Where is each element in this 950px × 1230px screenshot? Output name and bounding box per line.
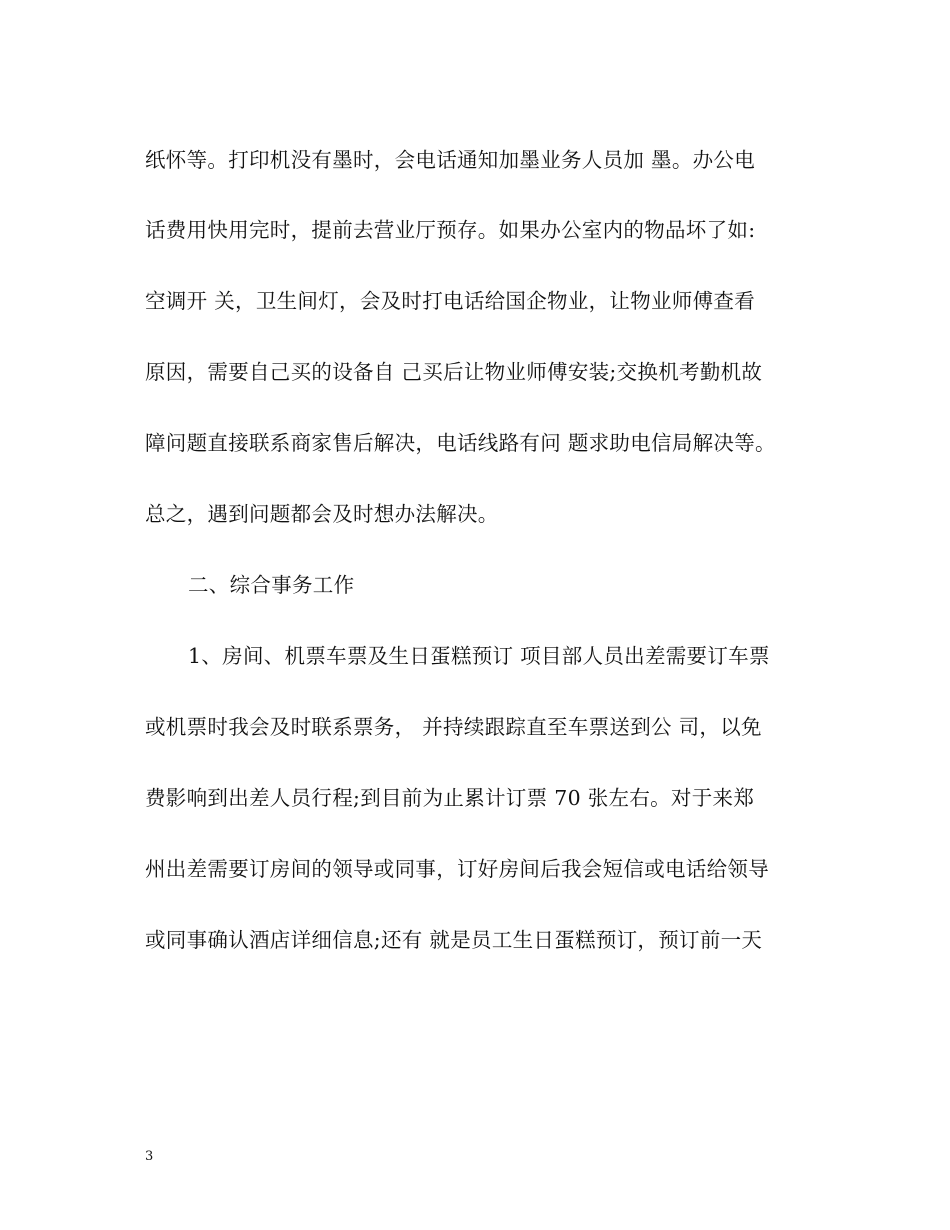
body-text-line: 原因，需要自己买的设备自 己买后让物业师傅安装;交换机考勤机故 xyxy=(145,360,763,384)
body-text-line: 州出差需要订房间的领导或同事，订好房间后我会短信或电话给领导 xyxy=(145,857,769,881)
section-heading: 二、综合事务工作 xyxy=(188,573,355,597)
body-text-line: 总之，遇到问题都会及时想办法解决。 xyxy=(145,502,499,526)
body-text-line: 空调开 关，卫生间灯，会及时打电话给国企物业，让物业师傅查看 xyxy=(145,289,756,313)
body-text-line: 纸怀等。打印机没有墨时，会电话通知加墨业务人员加 墨。办公电 xyxy=(145,148,756,172)
body-text-line: 话费用快用完时，提前去营业厅预存。如果办公室内的物品坏了如: xyxy=(145,218,756,242)
body-text-line: 或同事确认酒店详细信息;还有 就是员工生日蛋糕预订，预订前一天 xyxy=(145,928,763,952)
body-text-line: 或机票时我会及时联系票务， 并持续跟踪直至车票送到公 司，以免 xyxy=(145,715,762,739)
body-text-line: 费影响到出差人员行程;到目前为止累计订票 70 张左右。对于来郑 xyxy=(145,786,755,810)
body-text-line: 1、房间、机票车票及生日蛋糕预订 项目部人员出差需要订车票 xyxy=(188,644,770,668)
body-text-line: 障问题直接联系商家售后解决，电话线路有问 题求助电信局解决等。 xyxy=(145,431,776,455)
page-number: 3 xyxy=(145,1149,154,1164)
